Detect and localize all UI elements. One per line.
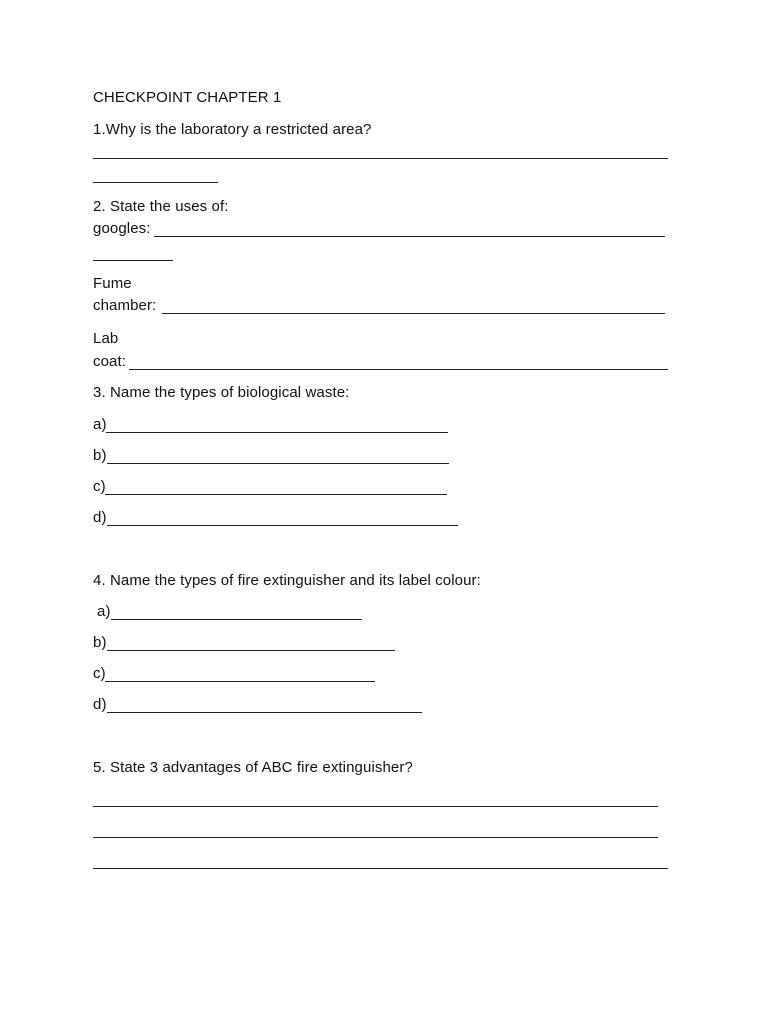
goggles-label: googles: bbox=[93, 220, 151, 237]
question-4: 4. Name the types of fire extinguisher and its label colour: bbox=[93, 572, 481, 589]
answer-line-q3-c[interactable] bbox=[105, 494, 447, 495]
q4-option-a-label: a) bbox=[97, 603, 111, 620]
answer-line-q3-a[interactable] bbox=[106, 432, 448, 433]
q4-option-d-label: d) bbox=[93, 696, 107, 713]
answer-line-q4-b[interactable] bbox=[107, 650, 395, 651]
q3-option-d-label: d) bbox=[93, 509, 107, 526]
answer-line-lab-coat[interactable] bbox=[129, 369, 668, 370]
q3-option-b-label: b) bbox=[93, 447, 107, 464]
question-3: 3. Name the types of biological waste: bbox=[93, 384, 350, 401]
lab-coat-label-line2: coat: bbox=[93, 353, 127, 370]
answer-line-fume-chamber[interactable] bbox=[162, 313, 665, 314]
fume-chamber-label-line2: chamber: bbox=[93, 297, 157, 314]
answer-line-q3-b[interactable] bbox=[107, 463, 449, 464]
answer-line-q5-1[interactable] bbox=[93, 806, 658, 807]
answer-line-q3-d[interactable] bbox=[107, 525, 458, 526]
answer-line-goggles-2[interactable] bbox=[93, 260, 173, 261]
question-2: 2. State the uses of: bbox=[93, 198, 229, 215]
question-1: 1.Why is the laboratory a restricted area? bbox=[93, 121, 372, 138]
fume-chamber-label-line1: Fume bbox=[93, 275, 132, 292]
q4-option-c-label: c) bbox=[93, 665, 106, 682]
answer-line-goggles-1[interactable] bbox=[154, 236, 665, 237]
answer-line-q4-c[interactable] bbox=[105, 681, 375, 682]
answer-line-q4-a[interactable] bbox=[111, 619, 362, 620]
answer-line-q1-2[interactable] bbox=[93, 182, 218, 183]
q4-option-b-label: b) bbox=[93, 634, 107, 651]
answer-line-q4-d[interactable] bbox=[107, 712, 422, 713]
answer-line-q1-1[interactable] bbox=[93, 158, 668, 159]
page-title: CHECKPOINT CHAPTER 1 bbox=[93, 89, 282, 106]
answer-line-q5-3[interactable] bbox=[93, 868, 668, 869]
q3-option-c-label: c) bbox=[93, 478, 106, 495]
q3-option-a-label: a) bbox=[93, 416, 107, 433]
answer-line-q5-2[interactable] bbox=[93, 837, 658, 838]
question-5: 5. State 3 advantages of ABC fire extinguisher? bbox=[93, 759, 413, 776]
lab-coat-label-line1: Lab bbox=[93, 330, 119, 347]
